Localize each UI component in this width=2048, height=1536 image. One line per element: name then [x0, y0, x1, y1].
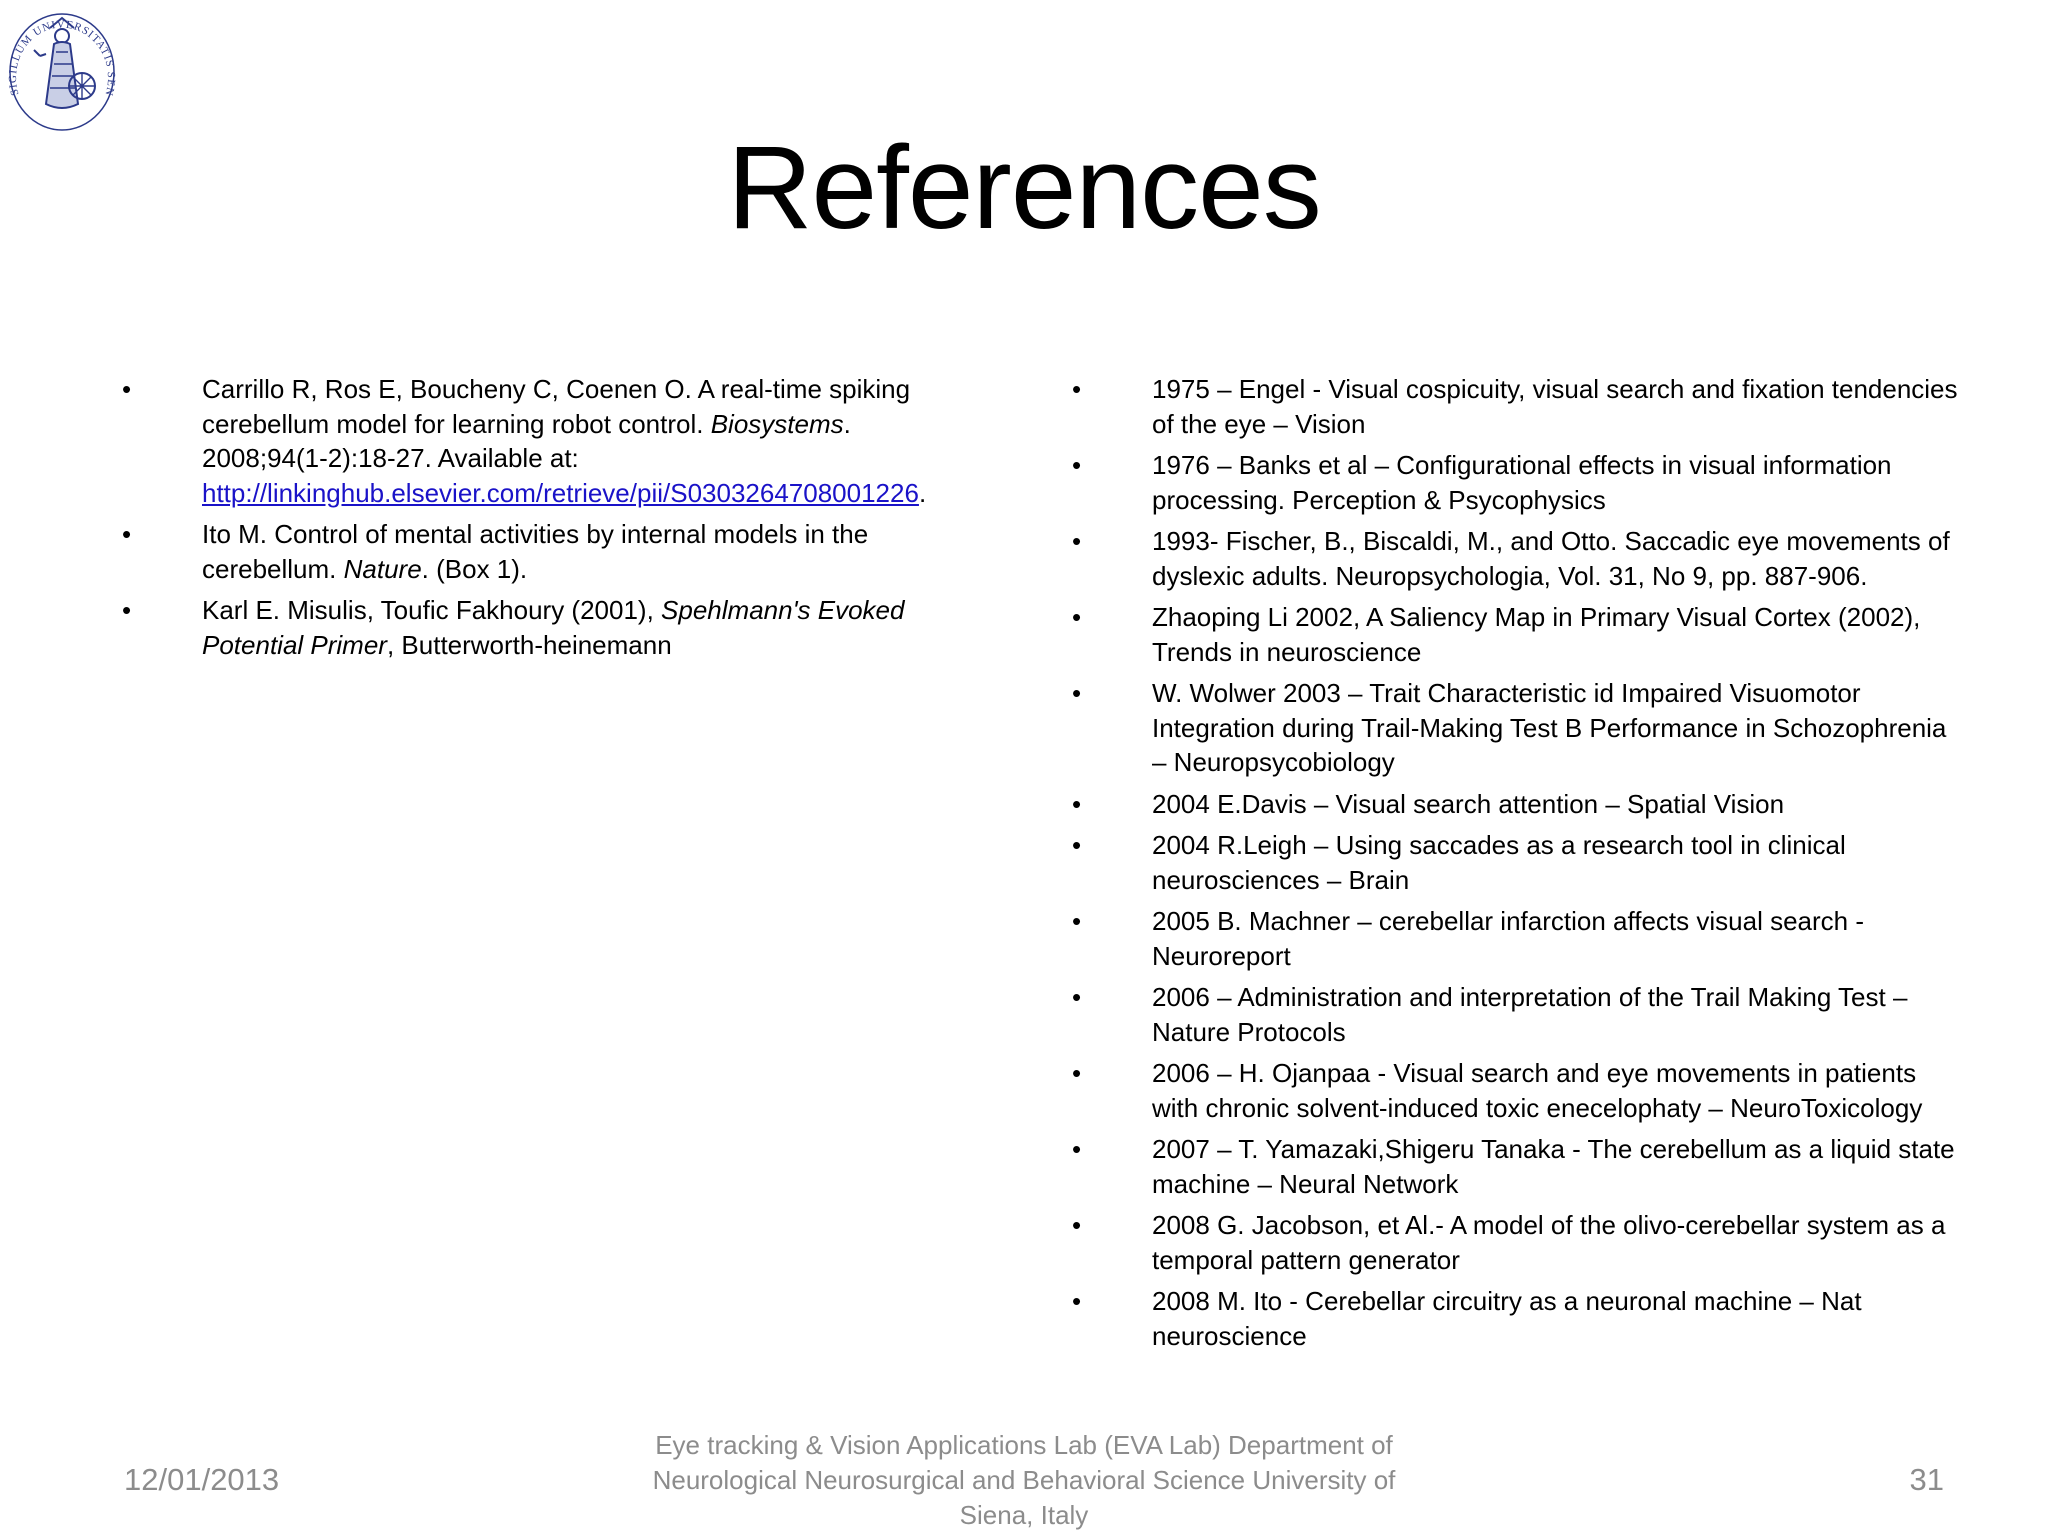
seal-text: SIGILLUM UNIVERSITATIS SEN	[6, 18, 118, 98]
reference-item: • Zhaoping Li 2002, A Saliency Map in Primary Visual Cortex (2002), Trends in neuroscience	[1068, 600, 1968, 669]
page-number: 31	[1909, 1462, 1944, 1497]
reference-item	[118, 517, 978, 586]
seal-graphic	[6, 6, 118, 136]
references-left-column	[118, 372, 978, 669]
reference-link[interactable]: http://linkinghub.elsevier.com/retrieve/pii/S0303264708001226	[202, 477, 919, 508]
reference-item: • 2008 M. Ito - Cerebellar circuitry as a neuronal machine – Nat neuroscience	[1068, 1284, 1968, 1353]
reference-text: . 2008;94(1-2):18-27. Available at:	[202, 408, 851, 473]
reference-item: • 2004 R.Leigh – Using saccades as a research tool in clinical neurosciences – Brain	[1068, 828, 1968, 897]
reference-item: • 1975 – Engel - Visual cospicuity, visual search and fixation tendencies of the eye – Vision	[1068, 372, 1968, 441]
reference-italic-text: Nature	[343, 553, 422, 584]
reference-item: • 1976 – Banks et al – Configurational effects in visual information processing. Perception & Psycophysics	[1068, 448, 1968, 517]
references-right-column	[1068, 372, 1968, 1360]
left-reference-list	[118, 372, 978, 662]
reference-item: • 2005 B. Machner – cerebellar infarction affects visual search - Neuroreport	[1068, 904, 1968, 973]
reference-text: Karl E. Misulis, Toufic Fakhoury (2001),	[202, 595, 662, 625]
reference-text: .	[918, 477, 927, 508]
reference-text: Ito M. Control of mental activities by internal models in the cerebellum.	[202, 519, 869, 584]
footer-lab-info: Eye tracking & Vision Applications Lab (EVA Lab) Department of Neurological Neurosurgical and Behavioral Science University of Siena, Italy	[652, 1430, 1396, 1530]
reference-item: • 2006 – Administration and interpretation of the Trail Making Test – Nature Protocols	[1068, 980, 1968, 1049]
reference-item: • 2008 G. Jacobson, et Al.- A model of the olivo-cerebellar system as a temporal pattern generator	[1068, 1208, 1968, 1277]
footer-date: 12/01/2013	[124, 1462, 280, 1497]
reference-item: • 2006 – H. Ojanpaa - Visual search and eye movements in patients with chronic solvent-induced toxic enecelophaty – NeuroToxicology	[1068, 1056, 1968, 1125]
slide-title: References	[727, 122, 1321, 254]
reference-item	[118, 372, 978, 510]
reference-italic-text: Biosystems	[710, 408, 844, 439]
reference-text: , Butterworth-heinemann	[386, 629, 672, 660]
right-reference-list	[1068, 372, 1968, 1353]
reference-text: . (Box 1).	[421, 553, 528, 584]
reference-item: • 1993- Fischer, B., Biscaldi, M., and Otto. Saccadic eye movements of dyslexic adults. Neuropsychologia, Vol. 31, No 9, pp. 887-906.	[1068, 524, 1968, 593]
reference-item: • 2004 E.Davis – Visual search attention – Spatial Vision	[1068, 787, 1968, 822]
reference-text: Carrillo R, Ros E, Boucheny C, Coenen O. A real-time spiking cerebellum model for learning robot control.	[202, 374, 911, 439]
reference-item: • 2007 – T. Yamazaki,Shigeru Tanaka - The cerebellum as a liquid state machine – Neural Network	[1068, 1132, 1968, 1201]
reference-italic-text: Spehlmann's Evoked Potential Primer	[202, 595, 905, 660]
reference-item: • W. Wolwer 2003 – Trait Characteristic id Impaired Visuomotor Integration during Trail-Making Test B Performance in Schozophrenia – Neuropsycobiology	[1068, 676, 1968, 780]
reference-item	[118, 593, 978, 662]
university-seal-icon	[6, 6, 118, 136]
